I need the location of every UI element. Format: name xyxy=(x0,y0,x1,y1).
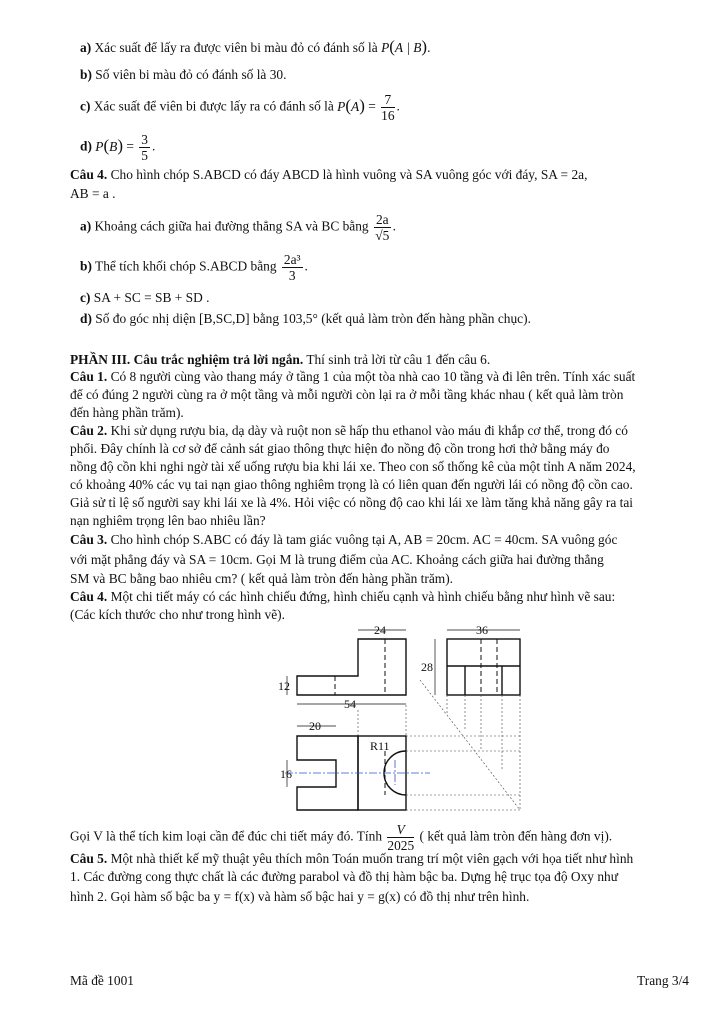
cau4-top-text1: Cho hình chóp S.ABCD có đáy ABCD là hình vuông và SA vuông góc với đáy, SA = 2a, xyxy=(110,167,588,182)
cau4-line2 xyxy=(70,606,285,624)
cau1-text3: đến hàng phần trăm). xyxy=(70,405,184,420)
footer-page-number: Trang 3/4 xyxy=(637,973,689,988)
item-d: d) P(B) = $\frac{3}{5}$ . xyxy=(80,132,156,163)
cau2-text1: Khi sử dụng rượu bia, dạ dày và ruột non sẽ hấp thu ethanol vào máu đi khắp cơ thể, trong đó có xyxy=(110,423,628,438)
cau3-text3: SM và BC bằng bao nhiêu cm? ( kết quả làm tròn đến hàng phần trăm). xyxy=(70,571,454,586)
cau4-top-line1 xyxy=(70,166,587,184)
cau5-text1: Một nhà thiết kế mỹ thuật yêu thích môn Toán muốn trang trí một viên gạch với họa tiết như hình xyxy=(110,851,634,866)
cau4-after2: ( kết quả làm tròn đến hàng đơn vị). xyxy=(419,828,613,844)
part3-heading-bold: PHẦN III. Câu trắc nghiệm trả lời ngắn. xyxy=(70,352,304,367)
cau5-line1 xyxy=(70,850,633,868)
cau2-line4 xyxy=(70,476,633,494)
dim-36-label: 36 xyxy=(476,623,488,637)
cau4-top-b-text: Thể tích khối chóp S.ABCD bằng xyxy=(95,258,277,274)
dim-28-label: 28 xyxy=(421,660,433,674)
footer-exam-code: Mã đề 1001 xyxy=(70,973,134,988)
item-d-label: d) xyxy=(80,138,92,154)
cau4-top-b-fraction: $\frac{\text{2a³}}{3}$ xyxy=(283,252,301,283)
cau1-line1 xyxy=(70,368,635,386)
item-a: a) Xác suất để lấy ra được viên bi màu đỏ có đánh số là P(A | B). xyxy=(80,37,431,56)
cau4-top-c-label: c) xyxy=(80,290,91,305)
cau5-title: Câu 5. xyxy=(70,851,108,866)
cau5-line2 xyxy=(70,868,618,886)
cau1-text2: để có đúng 2 người cùng ra ở một tầng và mỗi người còn lại ra ở mỗi tầng khác nhau ( kết quả làm tròn xyxy=(70,387,624,402)
cau2-line3 xyxy=(70,458,636,476)
part3-heading-rest: Thí sinh trả lời từ câu 1 đến câu 6. xyxy=(306,352,491,367)
item-d-fraction: $\frac{3}{5}$ xyxy=(141,132,148,163)
dim-54-label: 54 xyxy=(344,697,356,711)
cau4-volume-line xyxy=(70,822,612,853)
cau4-top-d-label: d) xyxy=(80,311,92,326)
cau1-line2 xyxy=(70,386,623,404)
cau2-text4: có khoảng 40% các vụ tai nạn giao thông nghiêm trọng là có liên quan đến người lái có nồng độ cồn cao. xyxy=(70,477,633,492)
dim-20-label: 20 xyxy=(309,719,321,733)
cau3-text1: Cho hình chóp S.ABC có đáy là tam giác vuông tại A, AB = 20cm. AC = 40cm. SA vuông góc xyxy=(110,532,618,547)
cau3-line1 xyxy=(70,531,617,549)
item-b xyxy=(80,66,286,84)
cau4-line1 xyxy=(70,588,615,606)
item-b-text: Số viên bi màu đỏ có đánh số là 30. xyxy=(95,67,287,82)
dim-r11-label: R11 xyxy=(370,739,390,753)
item-b-label: b) xyxy=(80,67,92,82)
cau2-text2: phổi. Đây chính là cơ sở để cảnh sát giao thông thực hiện đo nồng độ cồn trong hơi thở bằng máy đo xyxy=(70,441,610,456)
cau3-line2 xyxy=(70,551,604,569)
item-c-label: c) xyxy=(80,98,91,114)
cau2-text3: nồng độ cồn khi nghi ngờ tài xế uống rượu bia khi lái xe. Theo con số thống kê của một tỉnh A năm 2024, xyxy=(70,459,636,474)
technical-drawing xyxy=(270,620,530,820)
dim-12-label: 12 xyxy=(278,679,290,693)
cau4-top-a-fraction: $\frac{2a}{√5}$ xyxy=(375,212,390,243)
item-a-math: P(A | B) xyxy=(381,37,428,56)
cau2-line6 xyxy=(70,512,266,530)
cau2-text5: Giả sử tỉ lệ số người say khi lái xe là 4%. Hỏi việc có nồng độ cao khi lái xe làm tăng khả năng gây ra tai xyxy=(70,495,634,510)
cau4-top-b-label: b) xyxy=(80,258,92,274)
cau4-top-text2: AB = a . xyxy=(70,186,116,201)
cau5-text3: hình 2. Gọi hàm số bậc ba y = f(x) và hàm số bậc hai y = g(x) có đồ thị như trên hình. xyxy=(70,889,530,904)
front-view-outline xyxy=(297,639,406,695)
cau5-line3 xyxy=(70,888,529,906)
dim-24-label: 24 xyxy=(374,623,386,637)
cau5-text2: 1. Các đường cong thực chất là các đường parabol và đồ thị hàm bậc ba. Dựng hệ trục tọa độ Oxy như xyxy=(70,869,618,884)
cau4-top-item-c xyxy=(80,289,209,307)
cau2-line2 xyxy=(70,440,610,458)
cau2-title: Câu 2. xyxy=(70,423,108,438)
cau4-top-a-label: a) xyxy=(80,218,92,234)
cau4-top-line2 xyxy=(70,185,116,203)
item-a-label: a) xyxy=(80,40,92,55)
item-c: c) Xác suất để viên bi được lấy ra có đánh số là P(A) = $\frac{7}{16}$ . xyxy=(80,92,400,123)
cau3-line3 xyxy=(70,570,453,588)
cau4-fraction: $\frac{V}{2025}$ xyxy=(387,822,415,853)
cau4-top-item-b: b) Thể tích khối chóp S.ABCD bằng $\frac{\text{2a³}}{3}$ . xyxy=(80,252,308,283)
item-c-text: Xác suất để viên bi được lấy ra có đánh số là xyxy=(93,98,334,114)
cau4-top-c-text: SA + SC = SB + SD . xyxy=(93,290,210,305)
cau4-title: Câu 4. xyxy=(70,589,108,604)
cau3-text2: với mặt phẳng đáy và SA = 10cm. Gọi M là trung điểm của AC. Khoảng cách giữa hai đường thẳng xyxy=(70,552,604,567)
cau4-top-item-a: a) Khoảng cách giữa hai đường thẳng SA và BC bằng $\frac{2a}{√5}$ . xyxy=(80,212,396,243)
cau4-text1: Một chi tiết máy có các hình chiếu đứng, hình chiếu cạnh và hình chiếu bằng như hình vẽ sau: xyxy=(110,589,616,604)
dim-16-label: 16 xyxy=(280,767,292,781)
cau3-title: Câu 3. xyxy=(70,532,108,547)
item-c-fraction: $\frac{7}{16}$ xyxy=(381,92,395,123)
cau2-line1 xyxy=(70,422,628,440)
cau1-title: Câu 1. xyxy=(70,369,108,384)
cau4-after1: Gọi V là thể tích kim loại cần để đúc chi tiết máy đó. Tính xyxy=(70,828,383,844)
cau4-top-item-d xyxy=(80,310,531,328)
cau4-top-title: Câu 4. xyxy=(70,167,108,182)
cau1-line3 xyxy=(70,404,184,422)
part3-heading xyxy=(70,351,490,369)
cau4-top-a-text: Khoảng cách giữa hai đường thẳng SA và BC bằng xyxy=(94,218,369,234)
item-a-text: Xác suất để lấy ra được viên bi màu đỏ có đánh số là xyxy=(94,40,378,55)
cau4-top-d-text: Số đo góc nhị diện [B,SC,D] bằng 103,5° (kết quả làm tròn đến hàng phần chục). xyxy=(95,311,531,326)
side-view-outline xyxy=(447,639,520,695)
cau2-line5 xyxy=(70,494,633,512)
cau4-text2: (Các kích thước cho như trong hình vẽ). xyxy=(70,607,285,622)
cau2-text6: nạn nghiêm trọng lên bao nhiêu lần? xyxy=(70,513,266,528)
cau1-text1: Có 8 người cùng vào thang máy ở tầng 1 của một tòa nhà cao 10 tầng và đi lên trên. Tính xác suất xyxy=(110,369,636,384)
